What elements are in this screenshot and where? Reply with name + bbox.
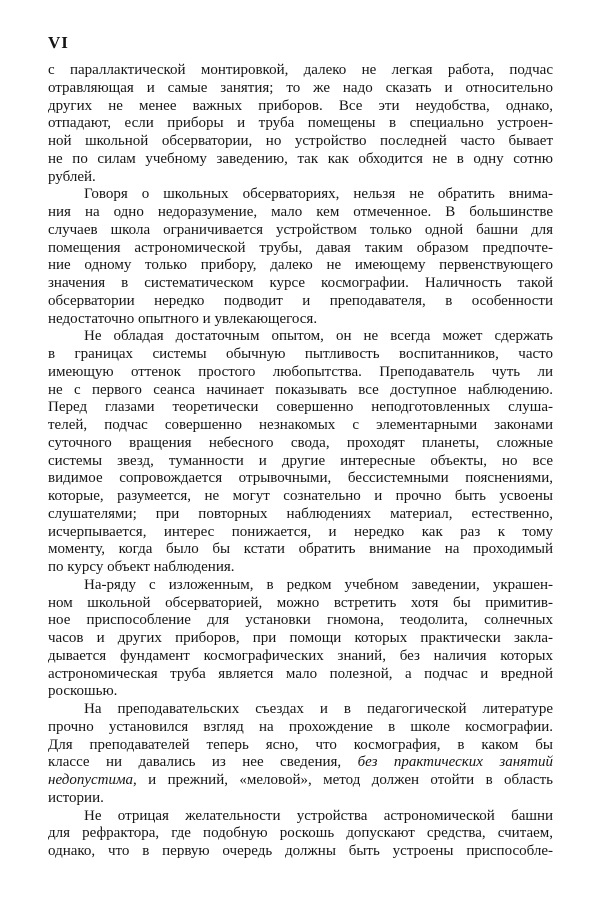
- italic-text: без практических занятий: [357, 754, 553, 771]
- text-line: Не обладая достаточным опытом, он не всегда может сдержать: [84, 328, 553, 345]
- text-line: по курсу объект наблюдения.: [48, 559, 235, 575]
- text-line: На преподавательских съездах и в педагогической литературе: [84, 701, 553, 717]
- text-line: Перед глазами теоретически совершенно неподготовленных слуша-: [48, 399, 553, 416]
- italic-text: недопустима: [48, 772, 134, 788]
- text-line: имеющую оттенок простого любопытства. Преподаватель чуть ли: [48, 363, 553, 380]
- paragraph: [48, 186, 553, 328]
- text-line: прочно установился взгляд на прохождение в школе космографии.: [48, 718, 553, 735]
- paragraph: [48, 328, 553, 577]
- text-line: не по силам учебному заведению, так как обходится не в одну сотню: [48, 150, 553, 167]
- text-line: моменту, когда было бы кстати обратить внимание на проходимый: [48, 541, 553, 558]
- text-line: дывается фундамент космографических знаний, без наличия которых: [48, 647, 553, 664]
- paragraph: [48, 701, 553, 808]
- text-line: ной школьной обсерватории, но устройство последней часто бывает: [48, 133, 553, 149]
- text-line: однако, что в первую очередь должны быть устроены приспособле-: [48, 843, 553, 859]
- text-line: ния на одно недоразумение, мало кем отмеченное. В большинстве: [48, 204, 553, 220]
- text-line: слушателями; при повторных наблюдениях материал, естественно,: [48, 505, 553, 522]
- paragraph: [48, 62, 553, 186]
- text-line: роскошью.: [48, 683, 118, 700]
- text-line: суточного вращения небесного свода, проходят планеты, сложные: [48, 434, 553, 451]
- text-line: обсерватории нередко подводит и преподавателя, в особенности: [48, 292, 553, 309]
- text-line: ном школьной обсерваторией, можно встретить хотя бы примитив-: [48, 594, 553, 611]
- text-line: которые, разумеется, не могут сознательно и прочно быть усвоены: [48, 488, 553, 504]
- text-line: для рефрактора, где подобную роскошь допускают средства, считаем,: [48, 825, 553, 842]
- paragraph: [48, 808, 553, 861]
- text-line: значения в систематическом курсе космографии. Наличность такой: [48, 275, 553, 291]
- text-line: помещения астрономической трубы, давая таким образом предпочте-: [48, 239, 553, 256]
- text-line: ное приспособление для установки гномона, теодолита, солнечных: [48, 612, 553, 629]
- text-line: [48, 754, 553, 772]
- text-line: недостаточно опытного и увлекающегося.: [48, 310, 318, 327]
- text-line: Говоря о школьных обсерваториях, нельзя не обратить внима-: [84, 186, 553, 203]
- text-line: системы звезд, туманности и другие интересные объекты, но все: [48, 452, 553, 469]
- page-number: VI: [48, 33, 69, 52]
- text-line: с параллактической монтировкой, далеко не легкая работа, подчас: [48, 62, 553, 78]
- text-line: случаев школа ограничивается устройством только одной башни для: [48, 221, 553, 238]
- text-line: На-ряду с изложенным, в редком учебном заведении, украшен-: [84, 576, 553, 593]
- text-line: [48, 772, 553, 790]
- text-segment: , и прежний, «меловой», метод должен отойти в область: [133, 772, 553, 788]
- text-line: отравляющая и самые занятия; то же надо сказать и относительно: [48, 79, 553, 96]
- text-line: не с первого сеанса начинает показывать все доступное наблюдению.: [48, 381, 553, 398]
- text-line: телей, подчас совершенно незнакомых с элементарными законами: [48, 417, 553, 433]
- text-line: видимое сопровождается отрывочными, бессистемными пояснениями,: [48, 470, 553, 487]
- text-line: астрономическая труба является мало полезной, а подчас и вредной: [48, 665, 553, 682]
- text-line: истории.: [48, 789, 104, 806]
- body-text: [48, 62, 553, 861]
- text-line: ние одному только прибору, далеко не имеющему первенствующего: [48, 257, 553, 274]
- text-line: отпадают, если приборы и труба помещены в специально устроен-: [48, 115, 553, 132]
- text-segment: классе ни давались из нее сведения,: [48, 754, 358, 771]
- text-line: исчерпывается, интерес понижается, и нередко как раз к тому: [48, 523, 553, 540]
- text-line: Для преподавателей теперь ясно, что космография, в каком бы: [48, 736, 553, 753]
- text-line: рублей.: [48, 168, 96, 185]
- text-line: в границах системы обычную пытливость воспитанников, часто: [48, 346, 553, 362]
- text-line: Не отрицая желательности устройства астрономической башни: [84, 807, 553, 824]
- text-line: других не менее важных приборов. Все эти неудобства, однако,: [48, 97, 553, 114]
- paragraph: [48, 577, 553, 701]
- text-line: часов и других приборов, при помощи которых практически закла-: [48, 630, 553, 646]
